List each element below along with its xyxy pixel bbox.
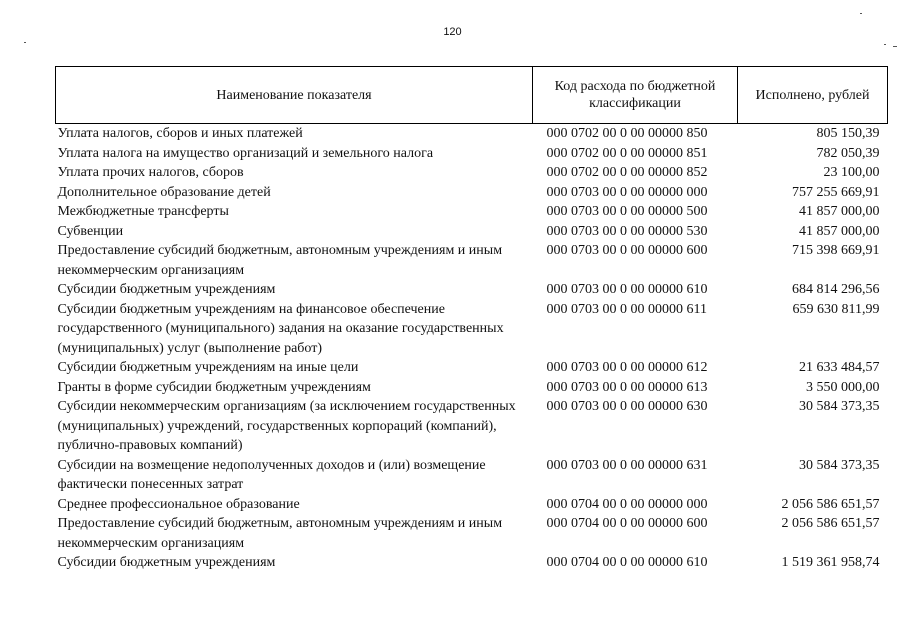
row-name-cell: Гранты в форме субсидии бюджетным учреждениям bbox=[57, 379, 371, 395]
row-amount-cell: 41 857 000,00 bbox=[799, 204, 880, 219]
table-row bbox=[56, 202, 888, 222]
row-amount-cell: 23 100,00 bbox=[823, 165, 880, 180]
row-name-cell: Уплата прочих налогов, сборов bbox=[57, 165, 244, 180]
table-row bbox=[56, 553, 888, 573]
table-row bbox=[56, 495, 888, 515]
row-name-cell: Уплата налогов, сборов и иных платежей bbox=[57, 126, 303, 141]
row-amount-cell: 715 398 669,91 bbox=[792, 243, 880, 258]
row-name-cell: Межбюджетные трансферты bbox=[57, 204, 229, 219]
row-name-cell: Предоставление субсидий бюджетным, автономным учреждениям и иным некоммерческим организациям bbox=[57, 243, 503, 278]
table-row bbox=[56, 456, 888, 495]
row-amount-cell: 30 584 373,35 bbox=[799, 399, 880, 414]
row-name-cell: Субсидии бюджетным учреждениям bbox=[57, 282, 276, 297]
header-indicator-name: Наименование показателя bbox=[56, 67, 533, 124]
scan-speck bbox=[24, 42, 26, 43]
table-row bbox=[56, 124, 888, 144]
row-code-cell: 000 0703 00 0 00 00000 611 bbox=[546, 301, 707, 317]
row-amount-cell: 21 633 484,57 bbox=[799, 360, 880, 375]
row-code-cell: 000 0702 00 0 00 00000 850 bbox=[546, 126, 708, 141]
row-code-cell: 000 0703 00 0 00 00000 000 bbox=[546, 184, 708, 200]
scan-speck bbox=[884, 44, 886, 45]
row-name-cell: Предоставление субсидий бюджетным, автономным учреждениям и иным некоммерческим организациям bbox=[57, 516, 503, 551]
table-header-row bbox=[56, 67, 888, 124]
table-row bbox=[56, 300, 888, 359]
row-amount-cell: 30 584 373,35 bbox=[799, 457, 880, 473]
row-name-cell: Дополнительное образование детей bbox=[57, 184, 271, 200]
row-code-cell: 000 0703 00 0 00 00000 630 bbox=[546, 399, 708, 414]
table-row bbox=[56, 514, 888, 553]
header-executed-amount: Исполнено, рублей bbox=[738, 67, 888, 124]
row-name-cell: Субсидии бюджетным учреждениям bbox=[57, 555, 276, 570]
page-number: 120 bbox=[443, 26, 462, 38]
table-row bbox=[56, 358, 888, 378]
budget-execution-table bbox=[55, 66, 888, 573]
row-name-cell: Субвенции bbox=[57, 223, 124, 239]
row-name-cell: Субсидии на возмещение недополученных доходов и (или) возмещение фактически понесенных затрат bbox=[57, 457, 486, 492]
row-name-cell: Уплата налога на имущество организаций и земельного налога bbox=[57, 145, 434, 161]
table-row bbox=[56, 241, 888, 280]
row-amount-cell: 41 857 000,00 bbox=[799, 223, 880, 239]
table-row bbox=[56, 163, 888, 183]
row-code-cell: 000 0703 00 0 00 00000 612 bbox=[546, 360, 708, 375]
row-amount-cell: 757 255 669,91 bbox=[792, 184, 880, 200]
row-amount-cell: 1 519 361 958,74 bbox=[781, 555, 880, 570]
row-name-cell: Субсидии бюджетным учреждениям на иные цели bbox=[57, 360, 359, 375]
row-amount-cell: 3 550 000,00 bbox=[806, 379, 880, 395]
row-name-cell: Субсидии бюджетным учреждениям на финансовое обеспечение государственного (муниципального) задания на оказание государственных (муниципальных) услуг (выполнение работ) bbox=[57, 301, 504, 356]
row-amount-cell: 2 056 586 651,57 bbox=[781, 516, 880, 531]
row-code-cell: 000 0704 00 0 00 00000 600 bbox=[546, 516, 708, 531]
row-name-cell: Субсидии некоммерческим организациям (за исключением государственных (муниципальных) учреждений, государственных корпораций (компаний), публично-правовых компаний) bbox=[57, 399, 516, 453]
row-code-cell: 000 0702 00 0 00 00000 851 bbox=[546, 145, 708, 161]
row-code-cell: 000 0704 00 0 00 00000 000 bbox=[546, 496, 708, 512]
row-amount-cell: 659 630 811,99 bbox=[792, 301, 880, 317]
table-row bbox=[56, 222, 888, 242]
row-code-cell: 000 0703 00 0 00 00000 631 bbox=[546, 457, 708, 473]
table-row bbox=[56, 397, 888, 456]
scan-speck bbox=[893, 46, 897, 47]
row-code-cell: 000 0703 00 0 00 00000 610 bbox=[546, 282, 708, 297]
row-code-cell: 000 0704 00 0 00 00000 610 bbox=[546, 555, 708, 570]
row-amount-cell: 782 050,39 bbox=[816, 145, 880, 161]
row-amount-cell: 2 056 586 651,57 bbox=[781, 496, 880, 512]
row-amount-cell: 805 150,39 bbox=[816, 126, 880, 141]
header-budget-code: Код расхода по бюджетной классификации bbox=[533, 67, 738, 124]
row-amount-cell: 684 814 296,56 bbox=[792, 282, 880, 297]
row-code-cell: 000 0703 00 0 00 00000 600 bbox=[546, 243, 708, 258]
table-body bbox=[56, 124, 888, 573]
table-row bbox=[56, 378, 888, 398]
row-code-cell: 000 0702 00 0 00 00000 852 bbox=[546, 165, 708, 180]
table-row bbox=[56, 280, 888, 300]
row-code-cell: 000 0703 00 0 00 00000 500 bbox=[546, 204, 708, 219]
scan-speck bbox=[860, 13, 862, 14]
table-row bbox=[56, 144, 888, 164]
table-row bbox=[56, 183, 888, 203]
row-code-cell: 000 0703 00 0 00 00000 530 bbox=[546, 223, 708, 239]
row-name-cell: Среднее профессиональное образование bbox=[57, 496, 300, 512]
row-code-cell: 000 0703 00 0 00 00000 613 bbox=[546, 379, 708, 395]
